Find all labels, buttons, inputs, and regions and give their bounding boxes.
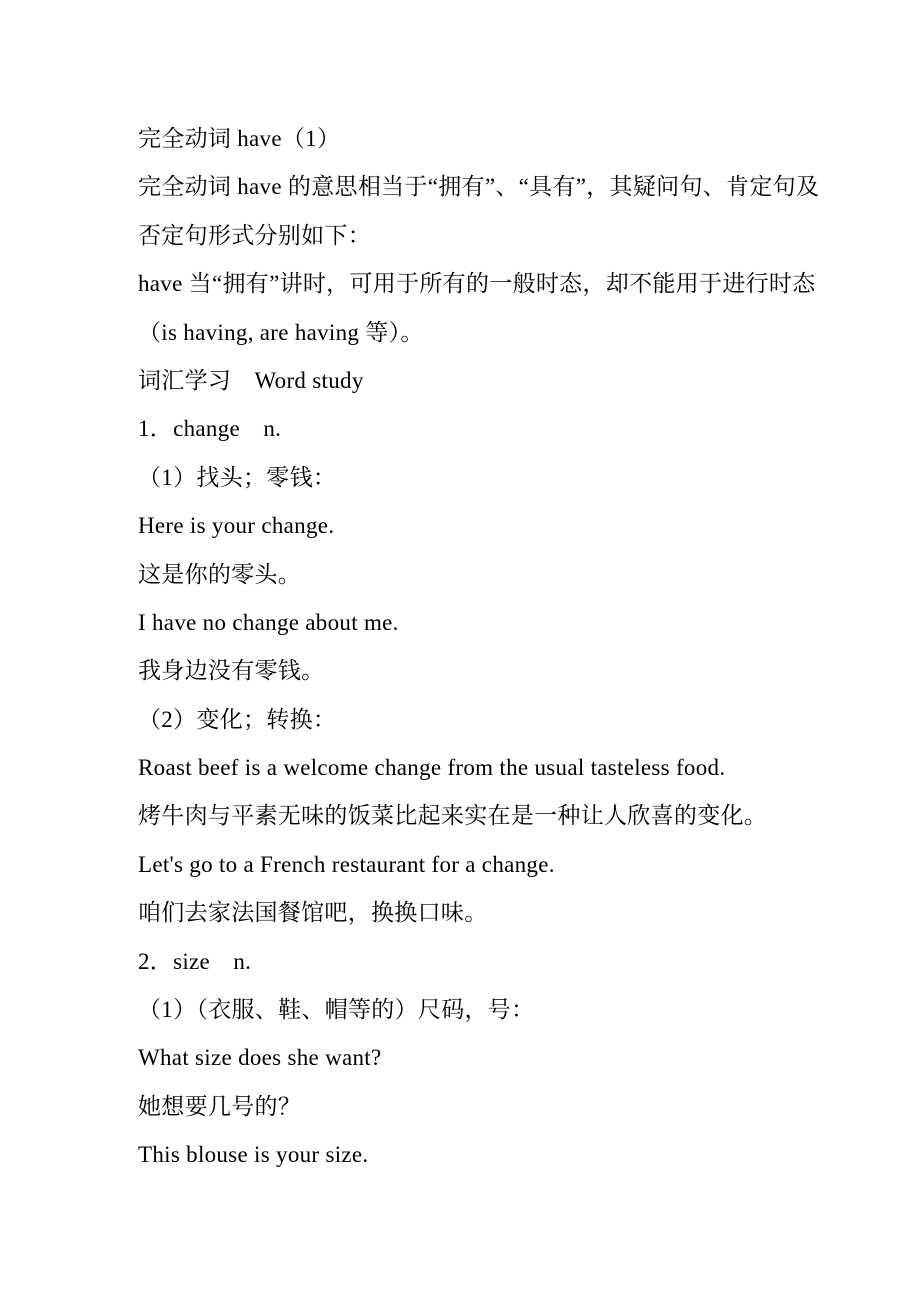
doc-line: （1）（衣服、鞋、帽等的）尺码，号： (138, 997, 535, 1023)
doc-line-entry-size: 2．size n. (138, 948, 252, 974)
doc-line-example-zh: 她想要几号的？ (138, 1093, 302, 1119)
doc-line-example-zh: 烤牛肉与平素无味的饭菜比起来实在是一种让人欣喜的变化。 (138, 803, 768, 829)
doc-line-entry-change: 1．change n. (138, 416, 282, 442)
doc-line-example-en: Here is your change. (138, 513, 335, 539)
doc-line-example-zh: 咱们去家法国餐馆吧，换换口味。 (138, 900, 488, 926)
doc-line: 完全动词 have 的意思相当于“拥有”、“具有”，其疑问句、肯定句及 (138, 174, 820, 200)
doc-line-title: 完全动词 have（1） (138, 126, 341, 151)
doc-line-example-en: What size does she want? (138, 1045, 382, 1071)
doc-line-example-en: Roast beef is a welcome change from the usual tasteless food. (138, 755, 726, 781)
doc-line: （is having, are having 等）。 (138, 319, 424, 345)
doc-line: （1）找头；零钱： (138, 464, 337, 490)
doc-line-example-en: I have no change about me. (138, 609, 399, 635)
doc-line: 否定句形式分别如下： (138, 222, 371, 248)
doc-line-example-zh: 我身边没有零钱。 (138, 658, 325, 684)
doc-line-example-en: Let's go to a French restaurant for a change. (138, 851, 555, 877)
doc-line-example-en: This blouse is your size. (138, 1142, 369, 1168)
doc-line-section-word-study: 词汇学习 Word study (138, 367, 364, 393)
doc-line: （2）变化；转换： (138, 706, 337, 732)
document-body (138, 115, 838, 1180)
doc-line-example-zh: 这是你的零头。 (138, 561, 302, 587)
doc-line: have 当“拥有”讲时，可用于所有的一般时态，却不能用于进行时态 (138, 271, 816, 297)
